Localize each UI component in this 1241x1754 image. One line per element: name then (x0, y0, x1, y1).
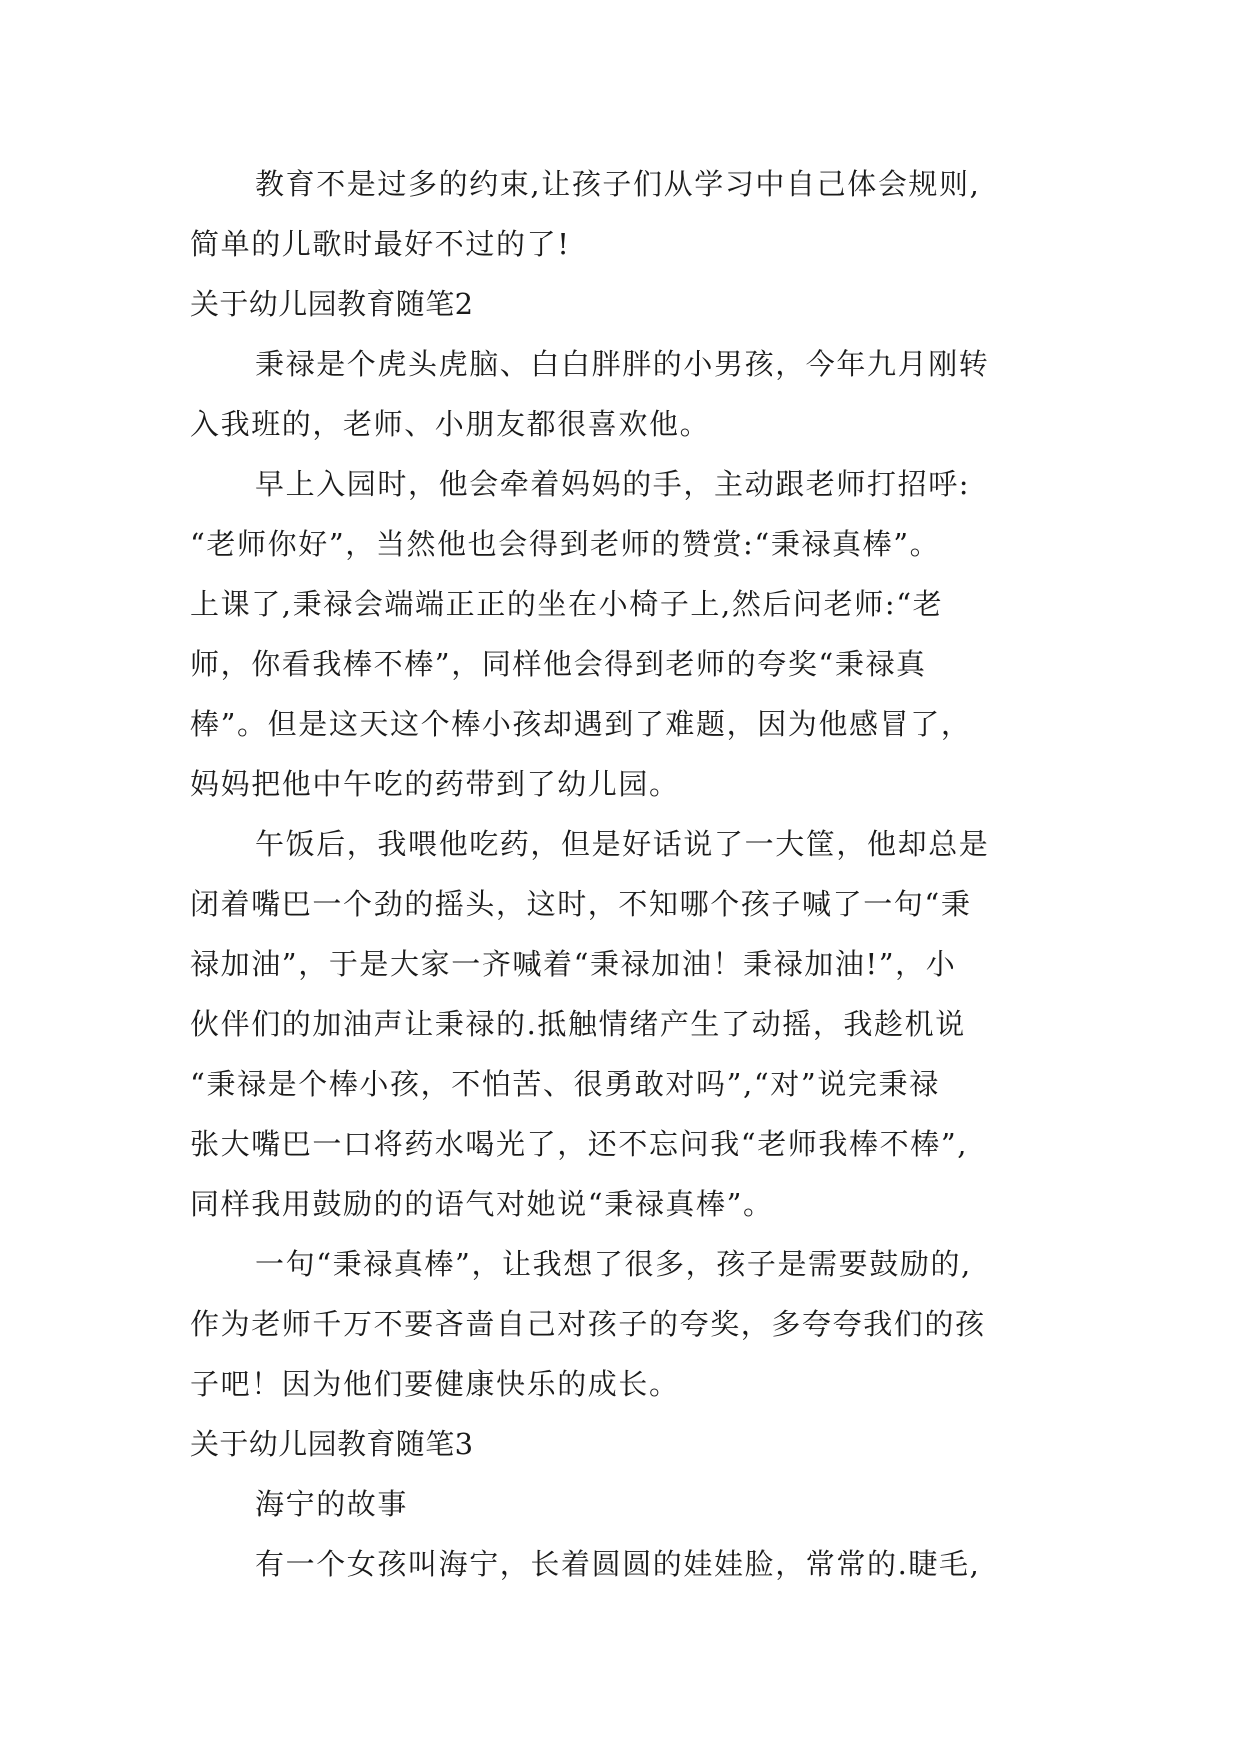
paragraph-line: 简单的儿歌时最好不过的了! (190, 227, 571, 261)
paragraph-line: 秉禄是个虎头虎脑、白白胖胖的小男孩，今年九月刚转 (255, 347, 990, 381)
paragraph-line: 师，你看我棒不棒”，同样他会得到老师的夸奖“秉禄真 (190, 647, 927, 681)
paragraph-line: 一句“秉禄真棒”，让我想了很多，孩子是需要鼓励的, (255, 1247, 972, 1281)
paragraph-line: “老师你好”，当然他也会得到老师的赞赏:“秉禄真棒”。 (190, 527, 941, 561)
paragraph-line: 张大嘴巴一口将药水喝光了，还不忘问我“老师我棒不棒”, (190, 1127, 969, 1161)
section-heading: 关于幼儿园教育随笔2 (190, 287, 474, 321)
paragraph-line: 入我班的，老师、小朋友都很喜欢他。 (190, 407, 711, 441)
paragraph-line: 有一个女孩叫海宁，长着圆圆的娃娃脸，常常的.睫毛, (255, 1547, 981, 1581)
paragraph-line: 作为老师千万不要吝啬自己对孩子的夸奖，多夸夸我们的孩 (190, 1307, 986, 1341)
paragraph-line: 妈妈把他中午吃的药带到了幼儿园。 (190, 767, 680, 801)
paragraph-line: 早上入园时，他会牵着妈妈的手，主动跟老师打招呼: (255, 467, 971, 501)
paragraph-line: 上课了,秉禄会端端正正的坐在小椅子上,然后问老师:“老 (190, 587, 944, 621)
paragraph-line: 教育不是过多的约束,让孩子们从学习中自己体会规则, (255, 167, 981, 201)
paragraph-line: 同样我用鼓励的的语气对她说“秉禄真棒”。 (190, 1187, 774, 1221)
paragraph-line: 伙伴们的加油声让秉禄的.抵触情绪产生了动摇，我趁机说 (190, 1007, 966, 1041)
story-title: 海宁的故事 (255, 1487, 409, 1521)
paragraph-line: “秉禄是个棒小孩，不怕苦、很勇敢对吗”,“对”说完秉禄 (190, 1067, 940, 1101)
paragraph-line: 闭着嘴巴一个劲的摇头，这时，不知哪个孩子喊了一句“秉 (190, 887, 972, 921)
paragraph-line: 子吧！因为他们要健康快乐的成长。 (190, 1367, 680, 1401)
paragraph-line: 午饭后，我喂他吃药，但是好话说了一大筐，他却总是 (255, 827, 990, 861)
paragraph-line: 禄加油”，于是大家一齐喊着“秉禄加油！秉禄加油!”，小 (190, 947, 957, 981)
paragraph-line: 棒”。但是这天这个棒小孩却遇到了难题，因为他感冒了， (190, 707, 972, 741)
section-heading: 关于幼儿园教育随笔3 (190, 1427, 474, 1461)
